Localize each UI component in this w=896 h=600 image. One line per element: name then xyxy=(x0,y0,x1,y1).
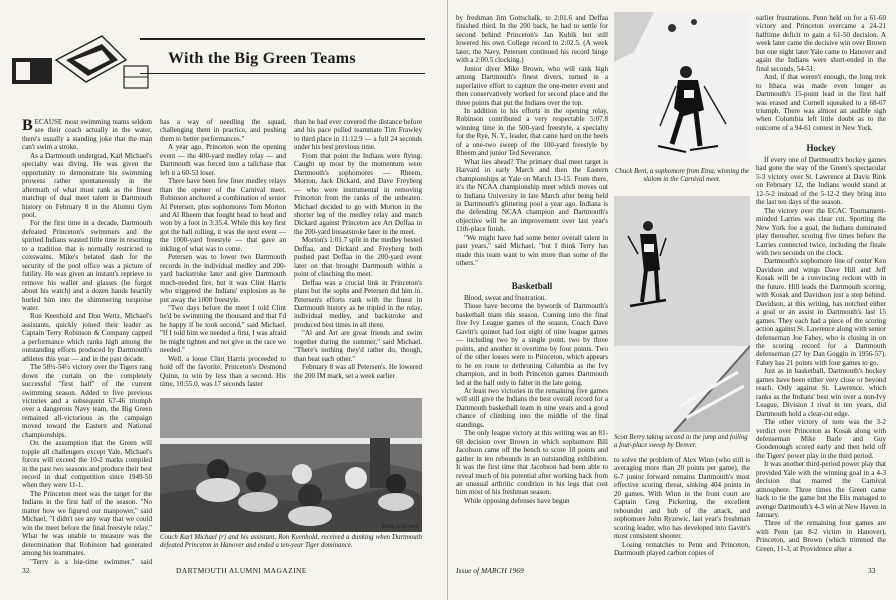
paragraph: "We might have had some better overall talent in past years," said Michael, "but I think Terry has made this team want to win more than some of the others." xyxy=(456,233,608,268)
paragraph: As a Dartmouth undergrad, Karl Michael's specialty was diving. He was given the opportunity to demonstrate his swimming prowess rather spontaneously in the aftermath of what must rank as the finest matchup of dual meet talent in Dartmouth history on February 8 in the Alumni Gym pool. xyxy=(22,151,152,219)
paragraph: by freshman Jim Gottschalk, to 2:01.6 and Deffaa finished third. In the 200 back, he had to settle for second behind Princeton's Jan Kubik but still lowered his own College record to 2:02.5. (A week later, the Navy, Petersen continued his record binge with a 2:00.5 clocking.) xyxy=(456,14,608,65)
magazine-name: DARTMOUTH ALUMNI MAGAZINE xyxy=(176,566,307,575)
left-column-1 xyxy=(22,118,152,564)
paragraph: On the assumption that the Green will topple all challengers except Yale, Michael's forces will exceed the 10-2 marks compiled in the past two seasons and produce their best record in dual competition since 1949-50 when they were 11-1. xyxy=(22,439,152,490)
heading-rule-top xyxy=(140,38,425,40)
paragraph: The 58½-54½ victory over the Tigers rang down the curtain on the completely successful "first half" of the current swimming season. Added to five previous victories and a subsequent 67-46 triumph over a dangerous Navy team, the Big Green remained all-victorious as the campaign moved toward the Eastern and National championships. xyxy=(22,363,152,439)
paragraph: At least two victories in the remaining five games will still give the Indians the best overall record for a Dartmouth basketball team in nine years and a good chance of climbing into the middle of the final standings. xyxy=(456,386,608,429)
paragraph: Morton's 1:01.7 split in the medley bested Deffaa, and Dickard and Freyberg both pushed past Deffaa in the 200-yard event later on that brought Dartmouth within a point of clinching the meet. xyxy=(294,236,422,279)
paragraph: earlier frustrations. Penn held on for a 61-60 victory and Princeton overcame a 24-21 halftime deficit to gain a 61-50 decision. A week later came the decisive win over Brown but one night later Yale came to Hanover and again the Indians were short-ended in the final seconds, 54-51. xyxy=(756,14,886,73)
paragraph: "Two days before the meet I told Clint he'd be swimming the thousand and that I'd be happy if he took second," said Michael. "If I told him we needed a first, I was afraid he might tighten and not give us the race we needed." xyxy=(160,303,286,355)
paragraph: "Al and Art are great friends and swim together during the summer," said Michael. "There's nothing they'd rather do, though, than beat each other." xyxy=(294,329,422,363)
right-column-3b xyxy=(756,156,886,564)
right-column-1b xyxy=(456,294,608,564)
skier-image xyxy=(614,12,750,164)
paragraph: Well, a loose Clint Harris proceeded to hold off the favorite, Princeton's Desmond Quinn, to win by less than a second. His time, 10:55.0, was 17 seconds faster xyxy=(160,354,286,389)
swimmers-in-pool-image xyxy=(160,398,422,532)
paragraph: If every one of Dartmouth's hockey games had gone the way of the Green's spectacular 5-3 victory over St. Lawrence at Davis Rink on February 12, the Indians would stand at 12-5-2 instead of the 5-12-2 they bring into the last ten days of the season. xyxy=(756,156,886,207)
paragraph: While opposing defenses have begun xyxy=(464,496,570,505)
pool-dunking-photo xyxy=(160,398,422,532)
hockey-heading: Hockey xyxy=(806,143,836,153)
ski-jump-caption: Scott Berry taking second in the jump and foiling a four-place sweep by Denver. xyxy=(614,434,748,449)
left-column-3 xyxy=(294,118,422,392)
big-green-logo-icon xyxy=(6,30,156,102)
ski-jump-photo xyxy=(614,196,750,432)
page-title: With the Big Green Teams xyxy=(168,50,356,67)
basketball-heading: Basketball xyxy=(511,281,553,291)
paragraph: than he had ever covered the distance before and his pace pulled teammate Tim Frawley to third place in 11:12.9 — a full 24 seconds under his best previous time. xyxy=(294,118,422,152)
issue-date: Issue of MARCH 1969 xyxy=(456,566,524,575)
heading-rule-bottom xyxy=(140,73,425,74)
paragraph: Those have become the bywords of Dartmouth's basketball team this season. Coming into the final five Ivy League games of the season, Coach Dave Gavitt's quintet had lost eight of nine league games — including two by a single point, two by three points, and another in overtime by four points. Two of the other losses were to Princeton, which appears to be en route to dethroning Columbia as the Ivy champion, and in both Princeton games Dartmouth led at the half only to falter in the late going. xyxy=(456,302,608,387)
page-number-left: 32 xyxy=(22,566,30,575)
paragraph: Losing rematches to Penn and Princeton, Dartmouth played carbon copies of xyxy=(614,540,750,557)
drop-cap: B xyxy=(22,118,33,134)
paragraph: For the first time in a decade, Dartmouth defeated Princeton's swimmers and the spirited Indians wasted little time in resorting to a tradition that is normally restricted to coxswains. Mike's belated dash for the security of the pool office was a picture of futility. He was given an instant's reprieve to remove his wallet and glasses (he forgot about his watch) and a dozen hands heartily hurled him into the shimmering turquoise water. xyxy=(22,219,152,312)
page-number-right: 33 xyxy=(868,566,876,575)
photo-credit: Marc Jelicover xyxy=(381,524,418,530)
paragraph: The Princeton meet was the target for the Indians in the first half of the season. "No matter how we figured our manpower," said Michael, "I didn't see any way that we could win the meet before the final freestyle relay." What he was unable to measure was the determination that Robinson had generated among his teammates. xyxy=(22,489,152,558)
paragraph: February 8 was all Petersen's. He lowered the 200 IM mark, set a week earlier xyxy=(294,363,422,380)
paragraph: In addition to his efforts in the opening relay, Robinson contributed a very respectable 5:07.8 winning time in the 500-yard freestyle, a specialty for the Rye, N. Y., leader, that came hard on the heels of a one-two sweep of the 100-yard freestyle by Rheem and junior Ted Severance. xyxy=(456,106,608,158)
paragraph: Just as in basketball, Dartmouth's hockey games have been either very close or beyond reach. Only against St. Lawrence, which ranks as the Indians' best win over a non-Ivy League, Division I rival in ten years, did Dartmouth hold a clear-cut edge. xyxy=(756,367,886,418)
paragraph: It was another third-period power play that provided Yale with the winning goal in a 4-3 decision that marred the Carnival atmosphere. Three times the Green came back to tie the game but the Elis managed to avenge Dartmouth's 4-3 win at New Haven in January. xyxy=(756,460,886,520)
paragraph: And, if that weren't enough, the long trek to Ithaca was made even longer as Dartmouth's 15-point lead in the first half was erased and Cornell squeaked to a 68-67 triumph. There was almost an audible sigh when Columbia left little doubt as to the outcome of a 94-61 contest in New York. xyxy=(756,73,886,132)
paragraph: There have been few finer medley relays than the opener of the Carnival meet. Robinson anchored a combination of senior Al Petersen, plus sophomores Tom Morton and Al Rheem that fought head to head and won by a foot in 3:35.4. While this key first got the ball rolling, it was the next event — the 1000-yard freestyle — that gave an inkling of what was to come. xyxy=(160,177,286,253)
paragraph: The other victory of note was the 3-2 verdict over Princeton as Kosak along with defenseman Mike Barle and Guy Goodenough scored early and then held off the Tigers' power play in the third period. xyxy=(756,418,886,460)
right-column-1 xyxy=(456,14,608,274)
paragraph: Petersen was to lower two Dartmouth records in the individual medley and 200-yard backstroke later and give Dartmouth much-needed fire, but it was Clint Harris who triggered the Indians' explosion as he put away the 1000 freestyle. xyxy=(160,253,286,304)
paragraph: From that point the Indians were flying. Caught up most by the momentum were Dartmouth's sophomores — Rheem, Morton, Jack Dickard, and Dave Freyberg — who were instrumental in removing Princeton from the ranks of the unbeaten. Michael decided to go with Morton in the shorter leg of the medley relay and match Dickard against Princeton ace Art Deffaa in the 200-yard breaststroke later in the meet. xyxy=(294,151,422,236)
paragraph: The victory over the ECAC Tournament-minded Larries was clear cut. Sporting the New York foe a goal, the Indians dominated play thereafter, scoring five times before the Larries connected twice, including the finale with two seconds on the clock. xyxy=(756,206,886,257)
paragraph: Blood, sweat and frustration. xyxy=(464,294,547,302)
photo-caption: Couch Karl Michael (r) and his assistant, Ron Keenhold, received a dunking when Dartmouth defeated Princeton in Hanover and ended a ten-year Tiger dominance. xyxy=(160,534,422,549)
right-page xyxy=(448,0,896,600)
paragraph: Ron Keenhold and Don Wertz, Michael's assistants, quickly joined their leader as Captain Terry Robinson & Company capped a performance which ranks high among the outstanding efforts produced by Dartmouth's athletes this year — and in the past decade. xyxy=(22,312,152,363)
slalom-caption: Chuck Bent, a sophomore from Etna, winning the slalom in the Carnival meet. xyxy=(614,168,750,183)
paragraph: What lies ahead? The primary dual meet target is Harvard in early March and then the Eastern championships at Yale on March 13-15. From there, it's the NCAA championship meet which moves out to Indiana University in late March after being held in Dartmouth's glittering pool a year ago. Indiana is the defending NCAA champion and Dartmouth's objective will be an improvement over last year's 11th-place finish. xyxy=(456,157,608,234)
paragraph: "Terry is a big-time swimmer," said xyxy=(30,557,152,564)
right-column-3 xyxy=(756,14,886,136)
paragraph: A year ago, Princeton won the opening event — the 400-yard medley relay — and Dartmouth was forced into a tailchase that left it a 60-53 loser. xyxy=(160,143,286,177)
left-column-2 xyxy=(160,118,286,392)
slalom-skier-photo xyxy=(614,12,750,164)
paragraph: to solve the problem of Alex Winn (who still is averaging more than 20 points per game), the 6-7 junior forward remains Dartmouth's most effective scoring threat, sinking 404 points in 20 games. With Winn in the front court are Captain Greg Pickering, the excellent rebounder and hub of the attack, and sophomore John Ryzewic, last year's freshman scoring leader, who has developed into Gavitt's most consistent shooter. xyxy=(614,456,750,541)
paragraph: BECAUSE most swimming teams seldom see their coach actually in the water, there's usually a standing joke that the man can't swim a stroke. xyxy=(22,118,152,152)
right-column-2b xyxy=(614,456,750,564)
paragraph: Deffaa was a crucial link in Princeton's plans but the sophs and Petersen did him in. Petersen's efforts rank with the finest in Dartmouth history as he tripled in the relay, individual medley, and backstroke and produced best times in all three. xyxy=(294,278,422,329)
paragraph: has a way of needling the squad, challenging them in practice, and pushing them to better performances." xyxy=(160,118,286,143)
paragraph: Three of the remaining four games are with Penn (an 8-2 victim in Hanover), Princeton, and Brown (which trimmed the Green, 11-3, at Providence after a xyxy=(756,519,886,553)
paragraph: Junior diver Mike Brown, who will rank high among Dartmouth's finest divers, turned in a superlative effort to capture the one-meter event and then conservatively worked for second place and the three points that put the Indians over the top. xyxy=(456,64,608,107)
paragraph: Dartmouth's sophomore line of center Ken Davidson and wings Dave Hill and Jeff Kosak will be a convincing reckon with in the future. Hill leads the Dartmouth scoring, with Kosak and Davidson just a step behind. Davidson, at this writing, has notched either a goal or an assist in Dartmouth's last 15 games. They each had a piece of the scoring action against St. Lawrence along with senior defenseman Joe Fahey, who is closing in on the scoring record for a Dartmouth defenseman (27 by Dan Goggin in 1956-57). Fahey has 21 points with four games to go. xyxy=(756,257,886,367)
paragraph: The only league victory at this writing was an 81-68 decision over Brown in which sophomore Bill Jacobson came off the bench to score 18 points and gather in ten rebounds in an outstanding exhibition. It was the first time that Jacobson had been able to reveal much of his potential after working back from an unusual arthritic condition in his legs that cost him most of his freshman season. xyxy=(456,429,608,497)
ski-jumper-image xyxy=(614,196,750,432)
